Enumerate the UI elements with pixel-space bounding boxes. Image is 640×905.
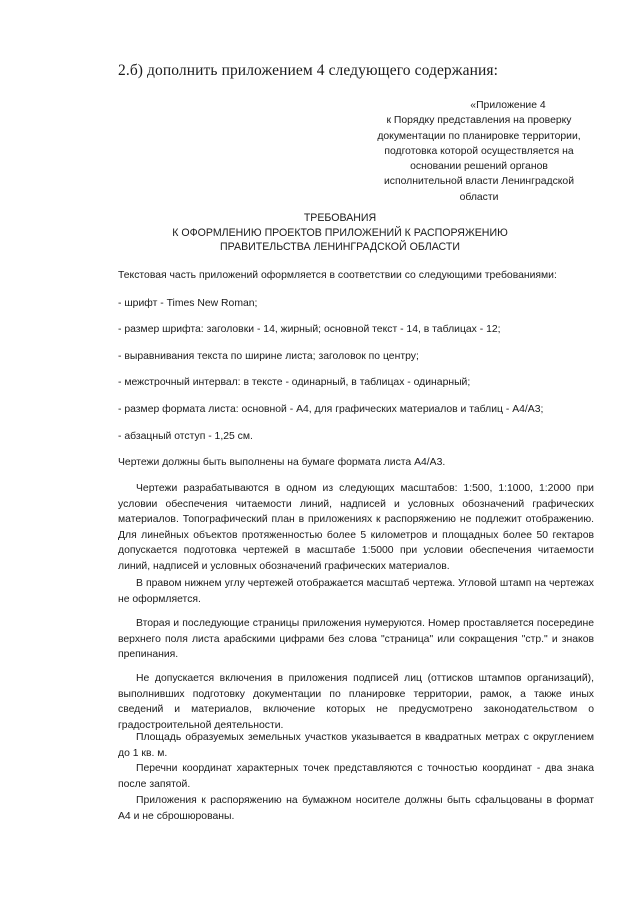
annex-reference [361, 98, 597, 205]
stamp-paragraph: В правом нижнем углу чертежей отображается масштаб чертежа. Угловой штамп на чертежах не оформляется. [118, 578, 594, 605]
area-paragraph: Площадь образуемых земельных участков указывается в квадратных метрах с округлением до 1 кв. м. [118, 732, 594, 759]
coordinates-paragraph: Перечни координат характерных точек представляются с точностью координат - два знака после запятой. [118, 763, 594, 790]
annex-line: области [459, 191, 499, 203]
amendment-intro: 2.б) дополнить приложением 4 следующего содержания: [118, 62, 498, 79]
document-heading [100, 211, 580, 255]
annex-line: основании решений органов [410, 161, 548, 173]
numbering-paragraph: Вторая и последующие страницы приложения нумеруются. Номер проставляется посередине верхнего поля листа арабскими цифрами без слова "страница" или сокращения "стр." и знаков препинания. [118, 618, 594, 660]
annex-line: подготовка которой осуществляется на [384, 145, 574, 157]
annex-line: документации по планировке территории, [377, 130, 581, 142]
requirement-item: - шрифт - Times New Roman; [118, 298, 258, 309]
requirements-intro: Текстовая часть приложений оформляется в соответствии со следующими требованиями: [118, 270, 557, 281]
annex-line: «Приложение 4 [470, 100, 546, 111]
heading-subtitle: К ОФОРМЛЕНИЮ ПРОЕКТОВ ПРИЛОЖЕНИЙ К РАСПОРЯЖЕНИЮ [172, 226, 508, 239]
scales-paragraph: Чертежи разрабатываются в одном из следующих масштабов: 1:500, 1:1000, 1:2000 при условии обеспечения читаемости линий, надписей и условных обозначений графических материалов. Топографический план в приложениях к распоряжению не подлежит отображению. Для линейных объектов протяженностью более 5 километров и площадных более 50 гектаров допускается подготовка чертежей в масштабе 1:5000 при условии обеспечения читаемости линий, надписей и условных обозначений графических материалов. [118, 483, 594, 572]
drawings-format-text: Чертежи должны быть выполнены на бумаге формата листа А4/А3. [118, 457, 446, 468]
heading-title: ТРЕБОВАНИЯ [303, 212, 377, 224]
signatures-paragraph: Не допускается включения в приложения подписей лиц (оттисков штампов организаций), выполнивших подготовку документации по планировке территории, рамок, а также иных сведений и материалов, включение которых не предусмотрено законодательством о градостроительной деятельности. [118, 673, 594, 731]
requirement-item: - размер шрифта: заголовки - 14, жирный; основной текст - 14, в таблицах - 12; [118, 324, 501, 335]
folding-paragraph: Приложения к распоряжению на бумажном носителе должны быть сфальцованы в формат А4 и не сброшюрованы. [118, 795, 594, 822]
heading-subtitle: ПРАВИТЕЛЬСТВА ЛЕНИНГРАДСКОЙ ОБЛАСТИ [220, 241, 460, 253]
annex-line: к Порядку представления на проверку [386, 115, 572, 127]
requirement-item: - выравнивания текста по ширине листа; заголовок по центру; [118, 351, 419, 362]
requirement-item: - межстрочный интервал: в тексте - одинарный, в таблицах - одинарный; [118, 377, 471, 388]
annex-line: исполнительной власти Ленинградской [383, 176, 575, 188]
requirement-item: - абзацный отступ - 1,25 см. [118, 431, 253, 442]
requirement-item: - размер формата листа: основной - А4, для графических материалов и таблиц - А4/А3; [118, 404, 544, 415]
